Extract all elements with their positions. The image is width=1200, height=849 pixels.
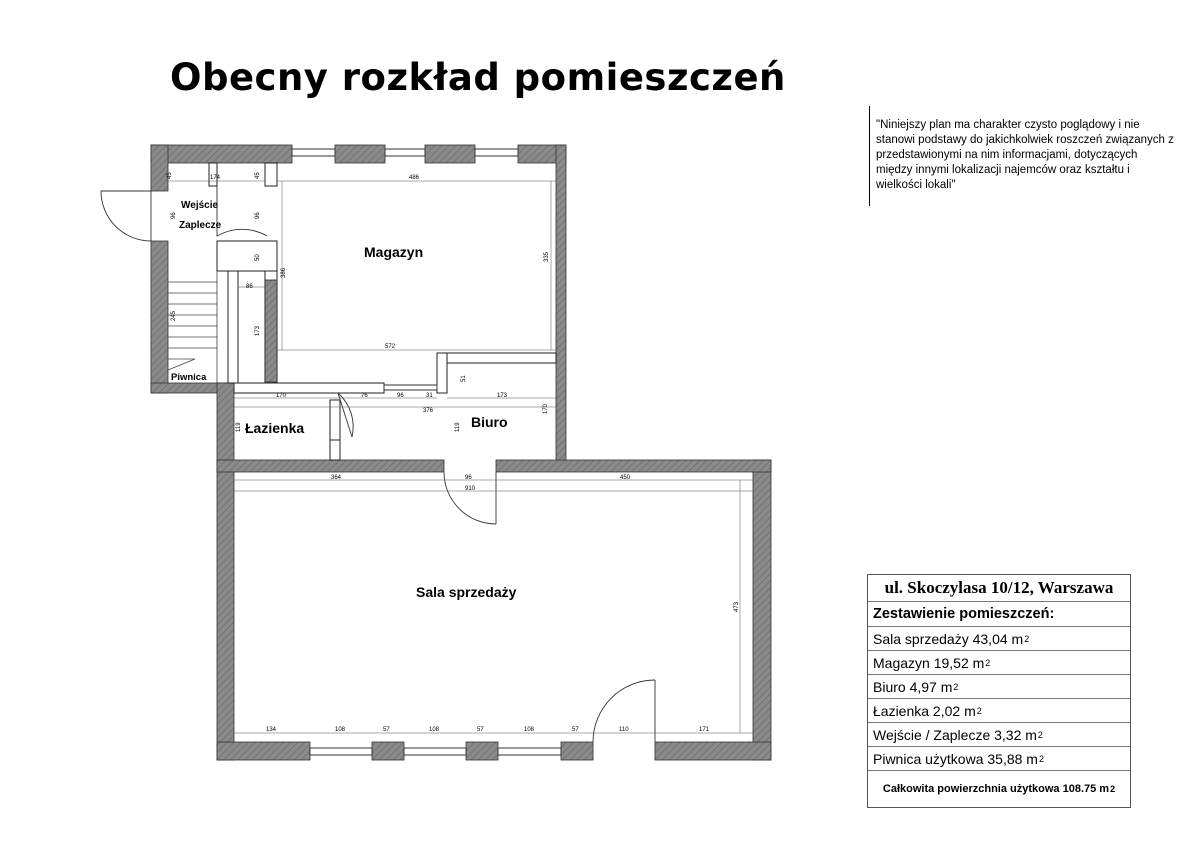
walls [151,145,771,760]
room-label-biuro: Biuro [471,414,508,430]
dim-label: 170 [276,393,287,399]
total-area-label: Całkowita powierzchnia użytkowa 108.75 m [882,783,1110,795]
summary-item-label: Sala sprzedaży 43,04 m [873,630,1024,647]
dim-label: 108 [524,727,535,733]
plan-title: Obecny rozkład pomieszczeń [170,56,786,99]
dim-label: 134 [266,727,277,733]
summary-item [868,747,1130,771]
dim-label: 45 [167,172,173,179]
dim-label: 57 [477,727,484,733]
unit-superscript: 2 [985,657,991,668]
dim-label: 31 [426,393,433,399]
dim-label: 45 [255,172,261,179]
dim-label: 910 [465,486,476,492]
dim-label: 119 [236,422,242,432]
room-label-lazienka: Łazienka [245,420,305,436]
summary-item [868,675,1130,699]
unit-superscript: 2 [976,705,982,716]
summary-item [868,627,1130,651]
summary-item-label: Biuro 4,97 m [873,678,953,695]
unit-superscript: 2 [1037,729,1043,740]
summary-item-label: Magazyn 19,52 m [873,654,985,671]
summary-item-label: Wejście / Zaplecze 3,32 m [873,726,1037,743]
room-label-sala: Sala sprzedaży [416,584,517,600]
dim-label: 335 [544,251,550,262]
dim-label: 486 [409,175,420,181]
dim-label: 96 [397,393,404,399]
dim-label: 171 [699,727,710,733]
summary-item [868,723,1130,747]
dim-label: 386 [281,267,287,278]
dim-label: 174 [210,175,221,181]
dim-label: 450 [620,475,631,481]
dim-label: 376 [423,408,434,414]
summary-item [868,699,1130,723]
summary-item [868,651,1130,675]
stairs [168,271,217,383]
dim-label: 170 [543,403,549,414]
disclaimer-note: "Niniejszy plan ma charakter czysto poglądowy i nie stanowi podstawy do jakichkolwiek roszczeń związanych z przedstawionymi na nim informacjami, dotyczących między innymi lokalizacji najemców oraz kształtu i wielkości lokali" [876,119,1174,191]
dim-label: 473 [734,601,740,612]
dim-label: 173 [497,393,508,399]
room-label-zaplecze: Zaplecze [179,220,222,231]
dim-label: 51 [461,375,467,382]
room-label-piwnica: Piwnica [171,372,207,383]
room-label-magazyn: Magazyn [364,244,424,260]
dim-label: 364 [331,475,342,481]
address-row: ul. Skoczylasa 10/12, Warszawa [868,575,1130,602]
dim-label: 110 [619,727,629,733]
dim-label: 96 [255,212,261,219]
dim-label: 119 [455,422,461,432]
dim-label: 96 [171,212,177,219]
dim-label: 108 [429,727,440,733]
dim-label: 86 [246,284,253,290]
unit-superscript: 2 [1110,784,1116,794]
unit-superscript: 2 [1024,633,1030,644]
dim-label: 572 [385,344,396,350]
summary-heading: Zestawienie pomieszczeń: [868,602,1130,627]
dim-label: 76 [361,393,368,399]
total-area-row [868,771,1130,807]
partition-hatch [265,280,277,382]
dim-label: 173 [255,325,261,336]
room-summary-table [867,574,1131,808]
dim-label: 50 [255,254,261,261]
summary-item-label: Piwnica użytkowa 35,88 m [873,750,1038,767]
dim-label: 245 [171,310,177,321]
unit-superscript: 2 [1038,753,1044,764]
summary-item-label: Łazienka 2,02 m [873,702,976,719]
unit-superscript: 2 [953,681,959,692]
room-label-wejscie: Wejście [181,200,219,211]
dim-label: 108 [335,727,346,733]
dim-label: 57 [383,727,390,733]
dim-label: 96 [465,475,472,481]
dim-label: 57 [572,727,579,733]
